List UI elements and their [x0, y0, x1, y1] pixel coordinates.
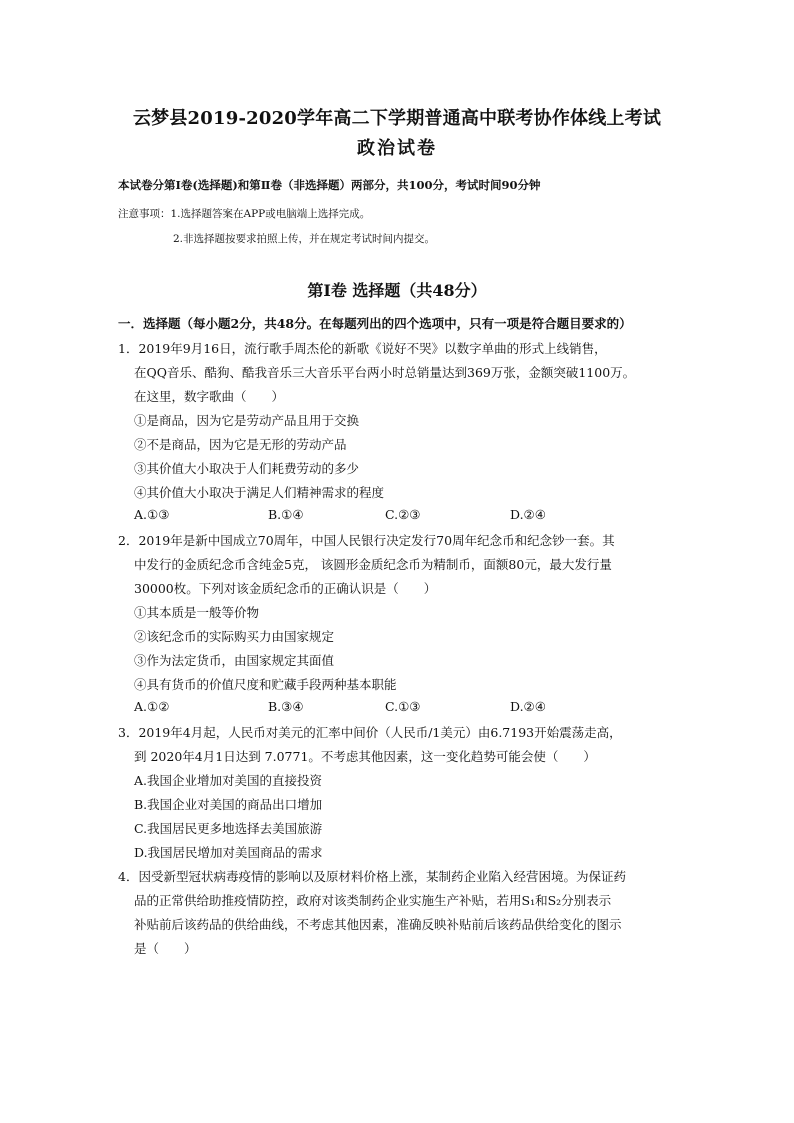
question-1-line-2: 在QQ音乐、酷狗、酷我音乐三大音乐平台两小时总销量达到369万张，金额突破1100万。	[134, 365, 636, 380]
question-2-item-1: ①其本质是一般等价物	[134, 605, 260, 620]
exam-title: 云梦县2019-2020学年高二下学期普通高中联考协作体线上考试	[132, 108, 662, 129]
question-1-option-c[interactable]: C.②③	[385, 507, 421, 522]
question-4-line-3: 补贴前后该药品的供给曲线，不考虑其他因素，准确反映补贴前后该药品供给变化的图示	[134, 917, 622, 932]
question-2-line-2: 中发行的金质纪念币含纯金5克， 该圆形金质纪念币为精制币，面额80元，最大发行量	[134, 557, 612, 572]
question-1-option-a[interactable]: A.①③	[134, 507, 170, 522]
question-1-option-d[interactable]: D.②④	[510, 507, 546, 522]
question-1-item-4: ④其价值大小取决于满足人们精神需求的程度	[134, 485, 385, 500]
question-3-line-2: 到 2020年4月1日达到 7.0771。不考虑其他因素，这一变化趋势可能会使（ ）	[134, 749, 596, 764]
question-2-option-d[interactable]: D.②④	[510, 699, 546, 714]
part-heading: 一．选择题（每小题2分，共48分。在每题列出的四个选项中，只有一项是符合题目要求的）	[118, 316, 632, 331]
question-2-item-4: ④具有货币的价值尺度和贮藏手段两种基本职能	[134, 677, 397, 692]
question-4-line-4: 是（ ）	[134, 941, 197, 956]
notice-line-1: 注意事项：1.选择题答案在APP或电脑端上选择完成。	[118, 208, 371, 220]
question-3-option-c[interactable]: C.我国居民更多地选择去美国旅游	[134, 821, 323, 836]
question-2-item-2: ②该纪念币的实际购买力由国家规定	[134, 629, 335, 644]
question-1-item-3: ③其价值大小取决于人们耗费劳动的多少	[134, 461, 360, 476]
question-2-option-a[interactable]: A.①②	[134, 699, 170, 714]
question-2-line-1: 2．2019年是新中国成立70周年，中国人民银行决定发行70周年纪念币和纪念钞一套。其	[118, 533, 615, 548]
question-2-option-b[interactable]: B.③④	[268, 699, 304, 714]
question-2-item-3: ③作为法定货币，由国家规定其面值	[134, 653, 335, 668]
question-1-item-1: ①是商品，因为它是劳动产品且用于交换	[134, 413, 360, 428]
exam-subject-title: 政治试卷	[357, 138, 437, 159]
question-4-line-2: 品的正常供给助推疫情防控，政府对该类制药企业实施生产补贴，若用S₁和S₂分别表示	[134, 893, 612, 908]
exam-intro: 本试卷分第Ⅰ卷(选择题)和第Ⅱ卷（非选择题）两部分，共100分，考试时间90分钟	[118, 178, 541, 192]
question-3-option-d[interactable]: D.我国居民增加对美国商品的需求	[134, 845, 323, 860]
question-3-option-a[interactable]: A.我国企业增加对美国的直接投资	[134, 773, 323, 788]
question-2-option-c[interactable]: C.①③	[385, 699, 421, 714]
question-2-line-3: 30000枚。下列对该金质纪念币的正确认识是（ ）	[134, 581, 437, 596]
question-3-option-b[interactable]: B.我国企业对美国的商品出口增加	[134, 797, 323, 812]
question-4-line-1: 4．因受新型冠状病毒疫情的影响以及原材料价格上涨，某制药企业陷入经营困境。为保证药	[118, 869, 626, 884]
question-1-option-b[interactable]: B.①④	[268, 507, 304, 522]
question-1-line-3: 在这里，数字歌曲（ ）	[134, 389, 285, 404]
question-3-line-1: 3．2019年4月起，人民币对美元的汇率中间价（人民币/1美元）由6.7193开始震荡走高，	[118, 725, 622, 740]
notice-line-2: 2.非选择题按要求拍照上传，并在规定考试时间内提交。	[173, 233, 436, 245]
question-1-item-2: ②不是商品，因为它是无形的劳动产品	[134, 437, 347, 452]
section-title: 第Ⅰ卷 选择题（共48分）	[307, 281, 487, 300]
question-1-line-1: 1．2019年9月16日，流行歌手周杰伦的新歌《说好不哭》以数字单曲的形式上线销售，	[118, 341, 607, 356]
